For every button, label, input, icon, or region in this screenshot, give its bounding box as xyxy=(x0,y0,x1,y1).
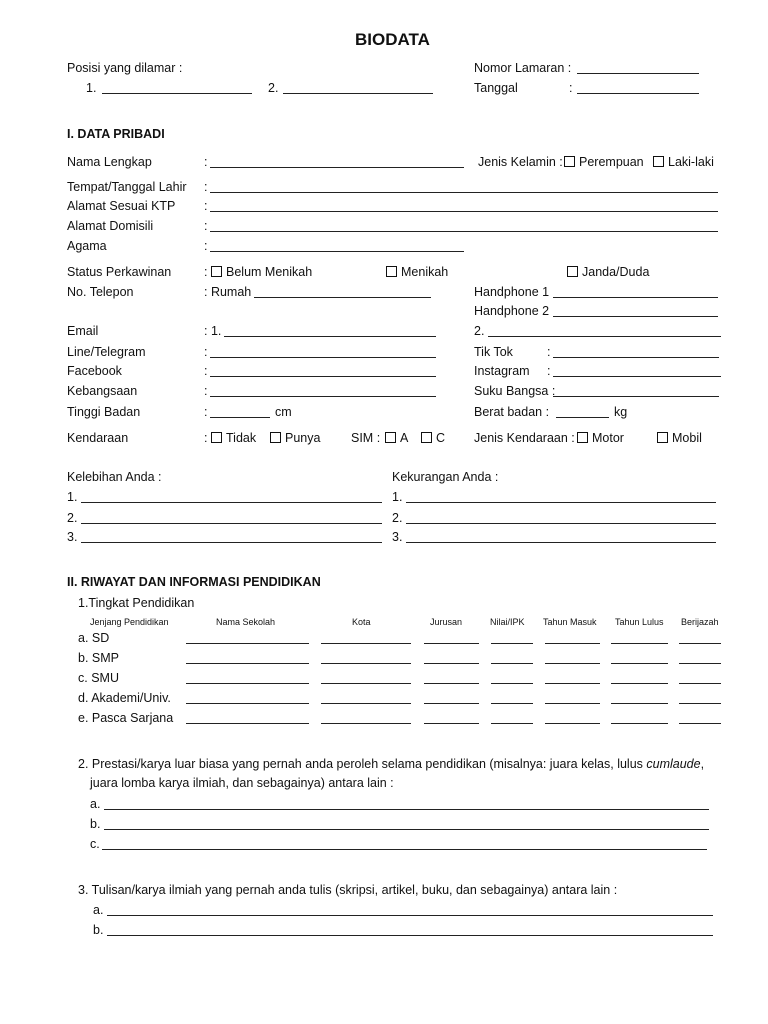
email-2-label: 2. xyxy=(474,324,485,338)
colon: : xyxy=(204,239,208,253)
edu-cell-field[interactable] xyxy=(491,723,533,724)
janda-option[interactable]: Janda/Duda xyxy=(566,264,649,280)
edu-cell-field[interactable] xyxy=(545,683,600,684)
email-1-field[interactable] xyxy=(224,336,436,337)
edu-cell-field[interactable] xyxy=(424,663,479,664)
edu-cell-field[interactable] xyxy=(679,643,721,644)
kendaraan-label: Kendaraan xyxy=(67,431,129,445)
tulisan-a-field[interactable] xyxy=(107,915,713,916)
facebook-field[interactable] xyxy=(210,376,436,377)
edu-cell-field[interactable] xyxy=(321,643,411,644)
prestasi-question-cont: juara lomba karya ilmiah, dan sebagainya) antara lain : xyxy=(90,776,394,790)
domisili-field[interactable] xyxy=(210,231,718,232)
col-tahun-masuk: Tahun Masuk xyxy=(543,617,597,627)
edu-cell-field[interactable] xyxy=(424,703,479,704)
nama-label: Nama Lengkap xyxy=(67,155,152,169)
prestasi-c-field[interactable] xyxy=(102,849,707,850)
kg-unit: kg xyxy=(614,405,628,419)
col-tahun-lulus: Tahun Lulus xyxy=(615,617,664,627)
tulisan-b-label: b. xyxy=(93,923,104,937)
colon: : xyxy=(547,364,551,378)
edu-cell-field[interactable] xyxy=(186,703,309,704)
edu-cell-field[interactable] xyxy=(611,663,668,664)
kekurangan-3-field[interactable] xyxy=(406,542,716,543)
col-nama-sekolah: Nama Sekolah xyxy=(216,617,276,627)
facebook-label: Facebook xyxy=(67,364,122,378)
ttl-field[interactable] xyxy=(210,192,718,193)
edu-cell-field[interactable] xyxy=(491,703,533,704)
edu-cell-field[interactable] xyxy=(679,683,721,684)
edu-cell-field[interactable] xyxy=(545,703,600,704)
kebangsaan-label: Kebangsaan xyxy=(67,384,138,398)
suku-field[interactable] xyxy=(553,396,719,397)
posisi-option-1: 1. xyxy=(86,81,97,95)
line-label: Line/Telegram xyxy=(67,345,146,359)
tidak-option[interactable]: Tidak xyxy=(210,430,256,446)
tingkat-label: 1.Tingkat Pendidikan xyxy=(78,596,195,610)
colon: : xyxy=(204,431,208,445)
tulisan-a-label: a. xyxy=(93,903,104,917)
berat-label: Berat badan : xyxy=(474,405,550,419)
tulisan-b-field[interactable] xyxy=(107,935,713,936)
checkbox-icon xyxy=(657,432,668,443)
section-data-pribadi-heading: I. DATA PRIBADI xyxy=(67,127,165,141)
edu-cell-field[interactable] xyxy=(545,723,600,724)
prestasi-b-label: b. xyxy=(90,817,101,831)
edu-cell-field[interactable] xyxy=(679,723,721,724)
sim-c-option[interactable]: C xyxy=(420,430,445,446)
tinggi-field[interactable] xyxy=(210,417,270,418)
email-1-label: : 1. xyxy=(204,324,222,338)
kekurangan-num-3: 3. xyxy=(392,530,403,544)
tulisan-question: 3. Tulisan/karya ilmiah yang pernah anda tulis (skripsi, artikel, buku, dan sebagainya) antara lain : xyxy=(78,883,618,897)
hp1-label: Handphone 1 xyxy=(474,285,550,299)
rumah-field[interactable] xyxy=(254,297,431,298)
colon: : xyxy=(204,405,208,419)
email-2-field[interactable] xyxy=(488,336,721,337)
kekurangan-1-field[interactable] xyxy=(406,502,716,503)
status-label: Status Perkawinan xyxy=(67,265,172,279)
prestasi-question: 2. Prestasi/karya luar biasa yang pernah anda peroleh selama pendidikan (misalnya: juara kelas, lulus cumlaude, xyxy=(78,757,705,771)
kekurangan-num-1: 1. xyxy=(392,490,403,504)
instagram-label: Instagram xyxy=(474,364,530,378)
checkbox-icon xyxy=(653,156,664,167)
edu-cell-field[interactable] xyxy=(545,643,600,644)
kekurangan-label: Kekurangan Anda : xyxy=(392,470,499,484)
checkbox-icon xyxy=(386,266,397,277)
jenis-kendaraan-label: Jenis Kendaraan : xyxy=(474,431,575,445)
colon: : xyxy=(204,199,208,213)
posisi-1-field[interactable] xyxy=(102,93,252,94)
nomor-lamaran-label: Nomor Lamaran : xyxy=(474,61,572,75)
page-title: BIODATA xyxy=(355,30,430,49)
sim-a-option[interactable]: A xyxy=(384,430,408,446)
prestasi-c-label: c. xyxy=(90,837,100,851)
tanggal-colon: : xyxy=(569,81,573,95)
edu-cell-field[interactable] xyxy=(611,703,668,704)
hp1-field[interactable] xyxy=(553,297,718,298)
edu-level-label: b. SMP xyxy=(78,651,119,665)
edu-cell-field[interactable] xyxy=(611,643,668,644)
col-jurusan: Jurusan xyxy=(430,617,463,627)
colon: : xyxy=(204,180,208,194)
colon: : xyxy=(204,265,208,279)
kelebihan-3-field[interactable] xyxy=(81,542,382,543)
ktp-label: Alamat Sesuai KTP xyxy=(67,199,176,213)
edu-cell-field[interactable] xyxy=(321,683,411,684)
edu-cell-field[interactable] xyxy=(321,703,411,704)
motor-option[interactable]: Motor xyxy=(576,430,624,446)
instagram-field[interactable] xyxy=(553,376,721,377)
edu-cell-field[interactable] xyxy=(424,683,479,684)
colon: : xyxy=(204,219,208,233)
suku-label: Suku Bangsa : xyxy=(474,384,556,398)
col-nilai: Nilai/IPK xyxy=(490,617,525,627)
checkbox-icon xyxy=(211,266,222,277)
colon: : xyxy=(204,364,208,378)
prestasi-a-label: a. xyxy=(90,797,101,811)
edu-cell-field[interactable] xyxy=(186,723,309,724)
checkbox-icon xyxy=(385,432,396,443)
edu-cell-field[interactable] xyxy=(611,723,668,724)
hp2-label: Handphone 2 xyxy=(474,304,550,318)
kekurangan-num-2: 2. xyxy=(392,511,403,525)
edu-cell-field[interactable] xyxy=(321,663,411,664)
line-field[interactable] xyxy=(210,357,436,358)
kelebihan-label: Kelebihan Anda : xyxy=(67,470,162,484)
kelebihan-1-field[interactable] xyxy=(81,502,382,503)
edu-cell-field[interactable] xyxy=(186,643,309,644)
checkbox-icon xyxy=(564,156,575,167)
edu-cell-field[interactable] xyxy=(611,683,668,684)
agama-label: Agama xyxy=(67,239,107,253)
edu-cell-field[interactable] xyxy=(424,643,479,644)
tinggi-label: Tinggi Badan xyxy=(67,405,141,419)
hp2-field[interactable] xyxy=(553,316,718,317)
rumah-label: : Rumah xyxy=(204,285,252,299)
berat-field[interactable] xyxy=(556,417,609,418)
laki-option[interactable]: Laki-laki xyxy=(652,154,714,170)
kebangsaan-field[interactable] xyxy=(210,396,436,397)
edu-level-label: a. SD xyxy=(78,631,110,645)
edu-cell-field[interactable] xyxy=(679,703,721,704)
kelebihan-2-field[interactable] xyxy=(81,523,382,524)
colon: : xyxy=(204,384,208,398)
kelebihan-num-2: 2. xyxy=(67,511,78,525)
edu-cell-field[interactable] xyxy=(491,683,533,684)
checkbox-icon xyxy=(567,266,578,277)
edu-cell-field[interactable] xyxy=(321,723,411,724)
col-jenjang: Jenjang Pendidikan xyxy=(90,617,169,627)
colon: : xyxy=(204,155,208,169)
tanggal-label: Tanggal xyxy=(474,81,518,95)
menikah-option[interactable]: Menikah xyxy=(385,264,448,280)
belum-menikah-option[interactable]: Belum Menikah xyxy=(210,264,312,280)
checkbox-icon xyxy=(421,432,432,443)
telepon-label: No. Telepon xyxy=(67,285,134,299)
kelebihan-num-1: 1. xyxy=(67,490,78,504)
punya-option[interactable]: Punya xyxy=(269,430,320,446)
checkbox-icon xyxy=(211,432,222,443)
edu-cell-field[interactable] xyxy=(545,663,600,664)
col-kota: Kota xyxy=(352,617,371,627)
perempuan-option[interactable]: Perempuan xyxy=(563,154,644,170)
kelebihan-num-3: 3. xyxy=(67,530,78,544)
jenis-kelamin-label: Jenis Kelamin : xyxy=(478,155,563,169)
edu-cell-field[interactable] xyxy=(186,663,309,664)
nama-field[interactable] xyxy=(210,167,464,168)
colon: : xyxy=(204,345,208,359)
domisili-label: Alamat Domisili xyxy=(67,219,154,233)
edu-level-label: d. Akademi/Univ. xyxy=(78,691,171,705)
ttl-label: Tempat/Tanggal Lahir xyxy=(67,180,187,194)
edu-cell-field[interactable] xyxy=(424,723,479,724)
section-pendidikan-heading: II. RIWAYAT DAN INFORMASI PENDIDIKAN xyxy=(67,575,321,589)
tiktok-field[interactable] xyxy=(553,357,719,358)
edu-level-label: c. SMU xyxy=(78,671,119,685)
ktp-field[interactable] xyxy=(210,211,718,212)
email-label: Email xyxy=(67,324,99,338)
colon: : xyxy=(547,345,551,359)
prestasi-b-field[interactable] xyxy=(104,829,709,830)
edu-cell-field[interactable] xyxy=(491,663,533,664)
posisi-label: Posisi yang dilamar : xyxy=(67,61,183,75)
col-berijazah: Berijazah xyxy=(681,617,719,627)
posisi-2-field[interactable] xyxy=(283,93,433,94)
prestasi-a-field[interactable] xyxy=(104,809,709,810)
posisi-option-2: 2. xyxy=(268,81,279,95)
agama-field[interactable] xyxy=(210,251,464,252)
cm-unit: cm xyxy=(275,405,292,419)
checkbox-icon xyxy=(577,432,588,443)
tanggal-field[interactable] xyxy=(577,93,699,94)
edu-cell-field[interactable] xyxy=(679,663,721,664)
edu-cell-field[interactable] xyxy=(186,683,309,684)
checkbox-icon xyxy=(270,432,281,443)
kekurangan-2-field[interactable] xyxy=(406,523,716,524)
sim-label: SIM : xyxy=(351,431,381,445)
tiktok-label: Tik Tok xyxy=(474,345,513,359)
nomor-lamaran-field[interactable] xyxy=(577,73,699,74)
edu-cell-field[interactable] xyxy=(491,643,533,644)
edu-level-label: e. Pasca Sarjana xyxy=(78,711,174,725)
mobil-option[interactable]: Mobil xyxy=(656,430,702,446)
